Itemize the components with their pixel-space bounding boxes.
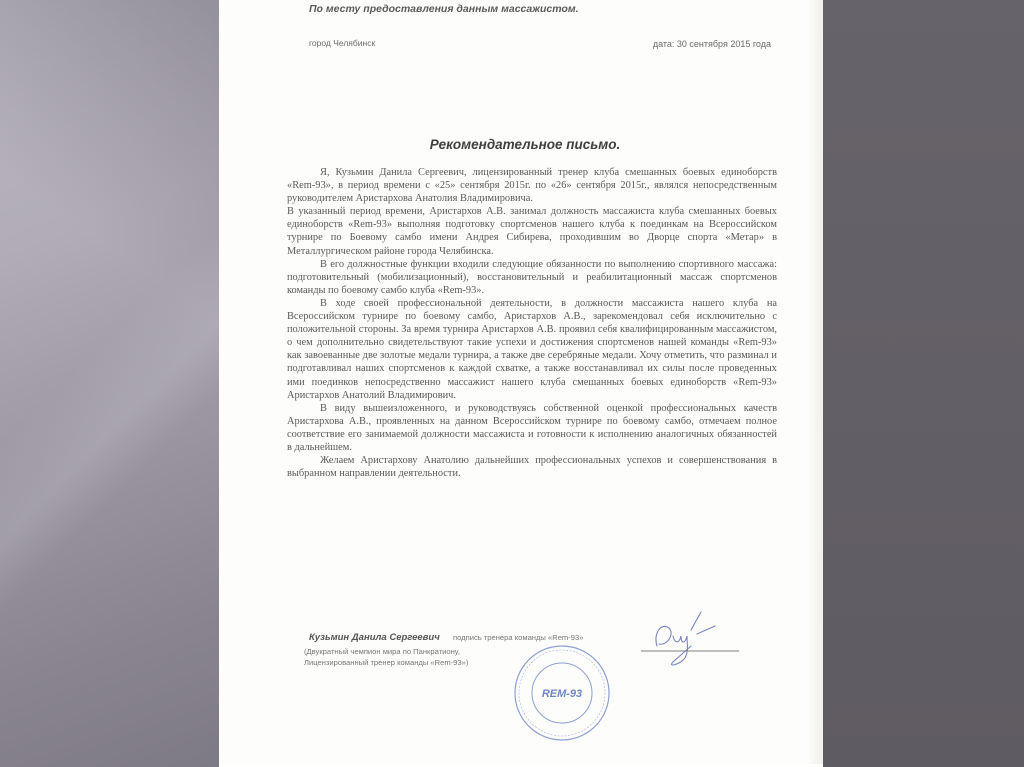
club-stamp — [512, 643, 612, 743]
paragraph-intro: Я, Кузьмин Данила Сергеевич, лицензированный тренер клуба смешанных боевых единоборств «Rem-93», в период времени с «25» сентября 2015г. по «26» сентября 2015г., являлся непосредственным руководителем Аристархова Анатолия Владимировича. — [287, 167, 777, 205]
signer-name: Кузьмин Данила Сергеевич — [309, 632, 440, 643]
city-label: город Челябинск — [309, 38, 376, 48]
header-note: По месту предоставления данным массажистом. — [309, 3, 579, 15]
signer-role-line-1: (Двукратный чемпион мира по Панкратиону, — [304, 647, 460, 656]
date-label: дата: 30 сентября 2015 года — [652, 39, 771, 49]
paragraph-duties: В его должностные функции входили следующие обязанности по выполнению спортивного массажа: подготовительный (мобилизационный), восстановительный и реабилитационный массаж спортсменов команды по боевому самбо клуба «Rem-93». — [287, 258, 777, 296]
letter-body — [287, 166, 777, 480]
paragraph-performance: В ходе своей профессиональной деятельности, в должности массажиста нашего клуба на Всероссийском турнире по боевому самбо, Аристархов А.В., зарекомендовал себя исключительно с положительной стороны. За время турнира Аристархов А.В. проявил себя квалифицированным массажистом, о чем дополнительно свидетельствуют такие успехи и достижения спортсменов нашей команды «Rem-93» как завоеванные две золотые медали турнира, а также две серебряные медали. Хочу отметить, что разминал и подготавливал наших спортсменов к каждой схватке, а также восстанавливал их силы после проведенных ими поединков непосредственно массажист нашего клуба смешанных боевых единоборств «Rem-93» Аристархов Анатолий Владимирович. — [287, 297, 777, 401]
left-background-panel — [0, 0, 219, 767]
signer-role-line-2: Лицензированный тренер команды «Rem-93») — [304, 658, 469, 667]
signature-stroke — [656, 612, 715, 665]
handwritten-signature — [639, 606, 769, 670]
paper-edge — [809, 0, 823, 764]
background-sheen — [0, 0, 219, 767]
right-background-panel — [823, 0, 1024, 767]
letter-title: Рекомендательное письмо. — [429, 137, 621, 152]
paragraph-position: В указанный период времени, Аристархов А.В. занимал должность массажиста клуба смешанных боевых единоборств «Rem-93» выполняя подготовку спортсменов нашего клуба к поединкам на Всероссийском турнире по Боевому самбо имени Андрея Сибирева, проходившим во Дворце спорта «Метар» в Металлургическом районе города Челябинска. — [287, 206, 777, 257]
signature-caption: подпись тренера команды «Rem-93» — [453, 633, 584, 642]
signer-role — [304, 646, 468, 668]
scanned-letter-page — [219, 0, 823, 764]
paragraph-conclusion: В виду вышеизложенного, и руководствуясь собственной оценкой профессиональных качеств Аристархова А.В., проявленных на данном Всероссийском турнире по боевому самбо, отмечаем полное соответствие его занимаемой должности массажиста и готовности к исполнению аналогичных обязанностей в дальнейшем. — [287, 402, 777, 453]
paragraph-wishes: Желаем Аристархову Анатолию дальнейших профессиональных успехов и совершенствования в выбранном направлении деятельности. — [287, 455, 777, 480]
stamp-center-text: REM-93 — [541, 688, 583, 700]
